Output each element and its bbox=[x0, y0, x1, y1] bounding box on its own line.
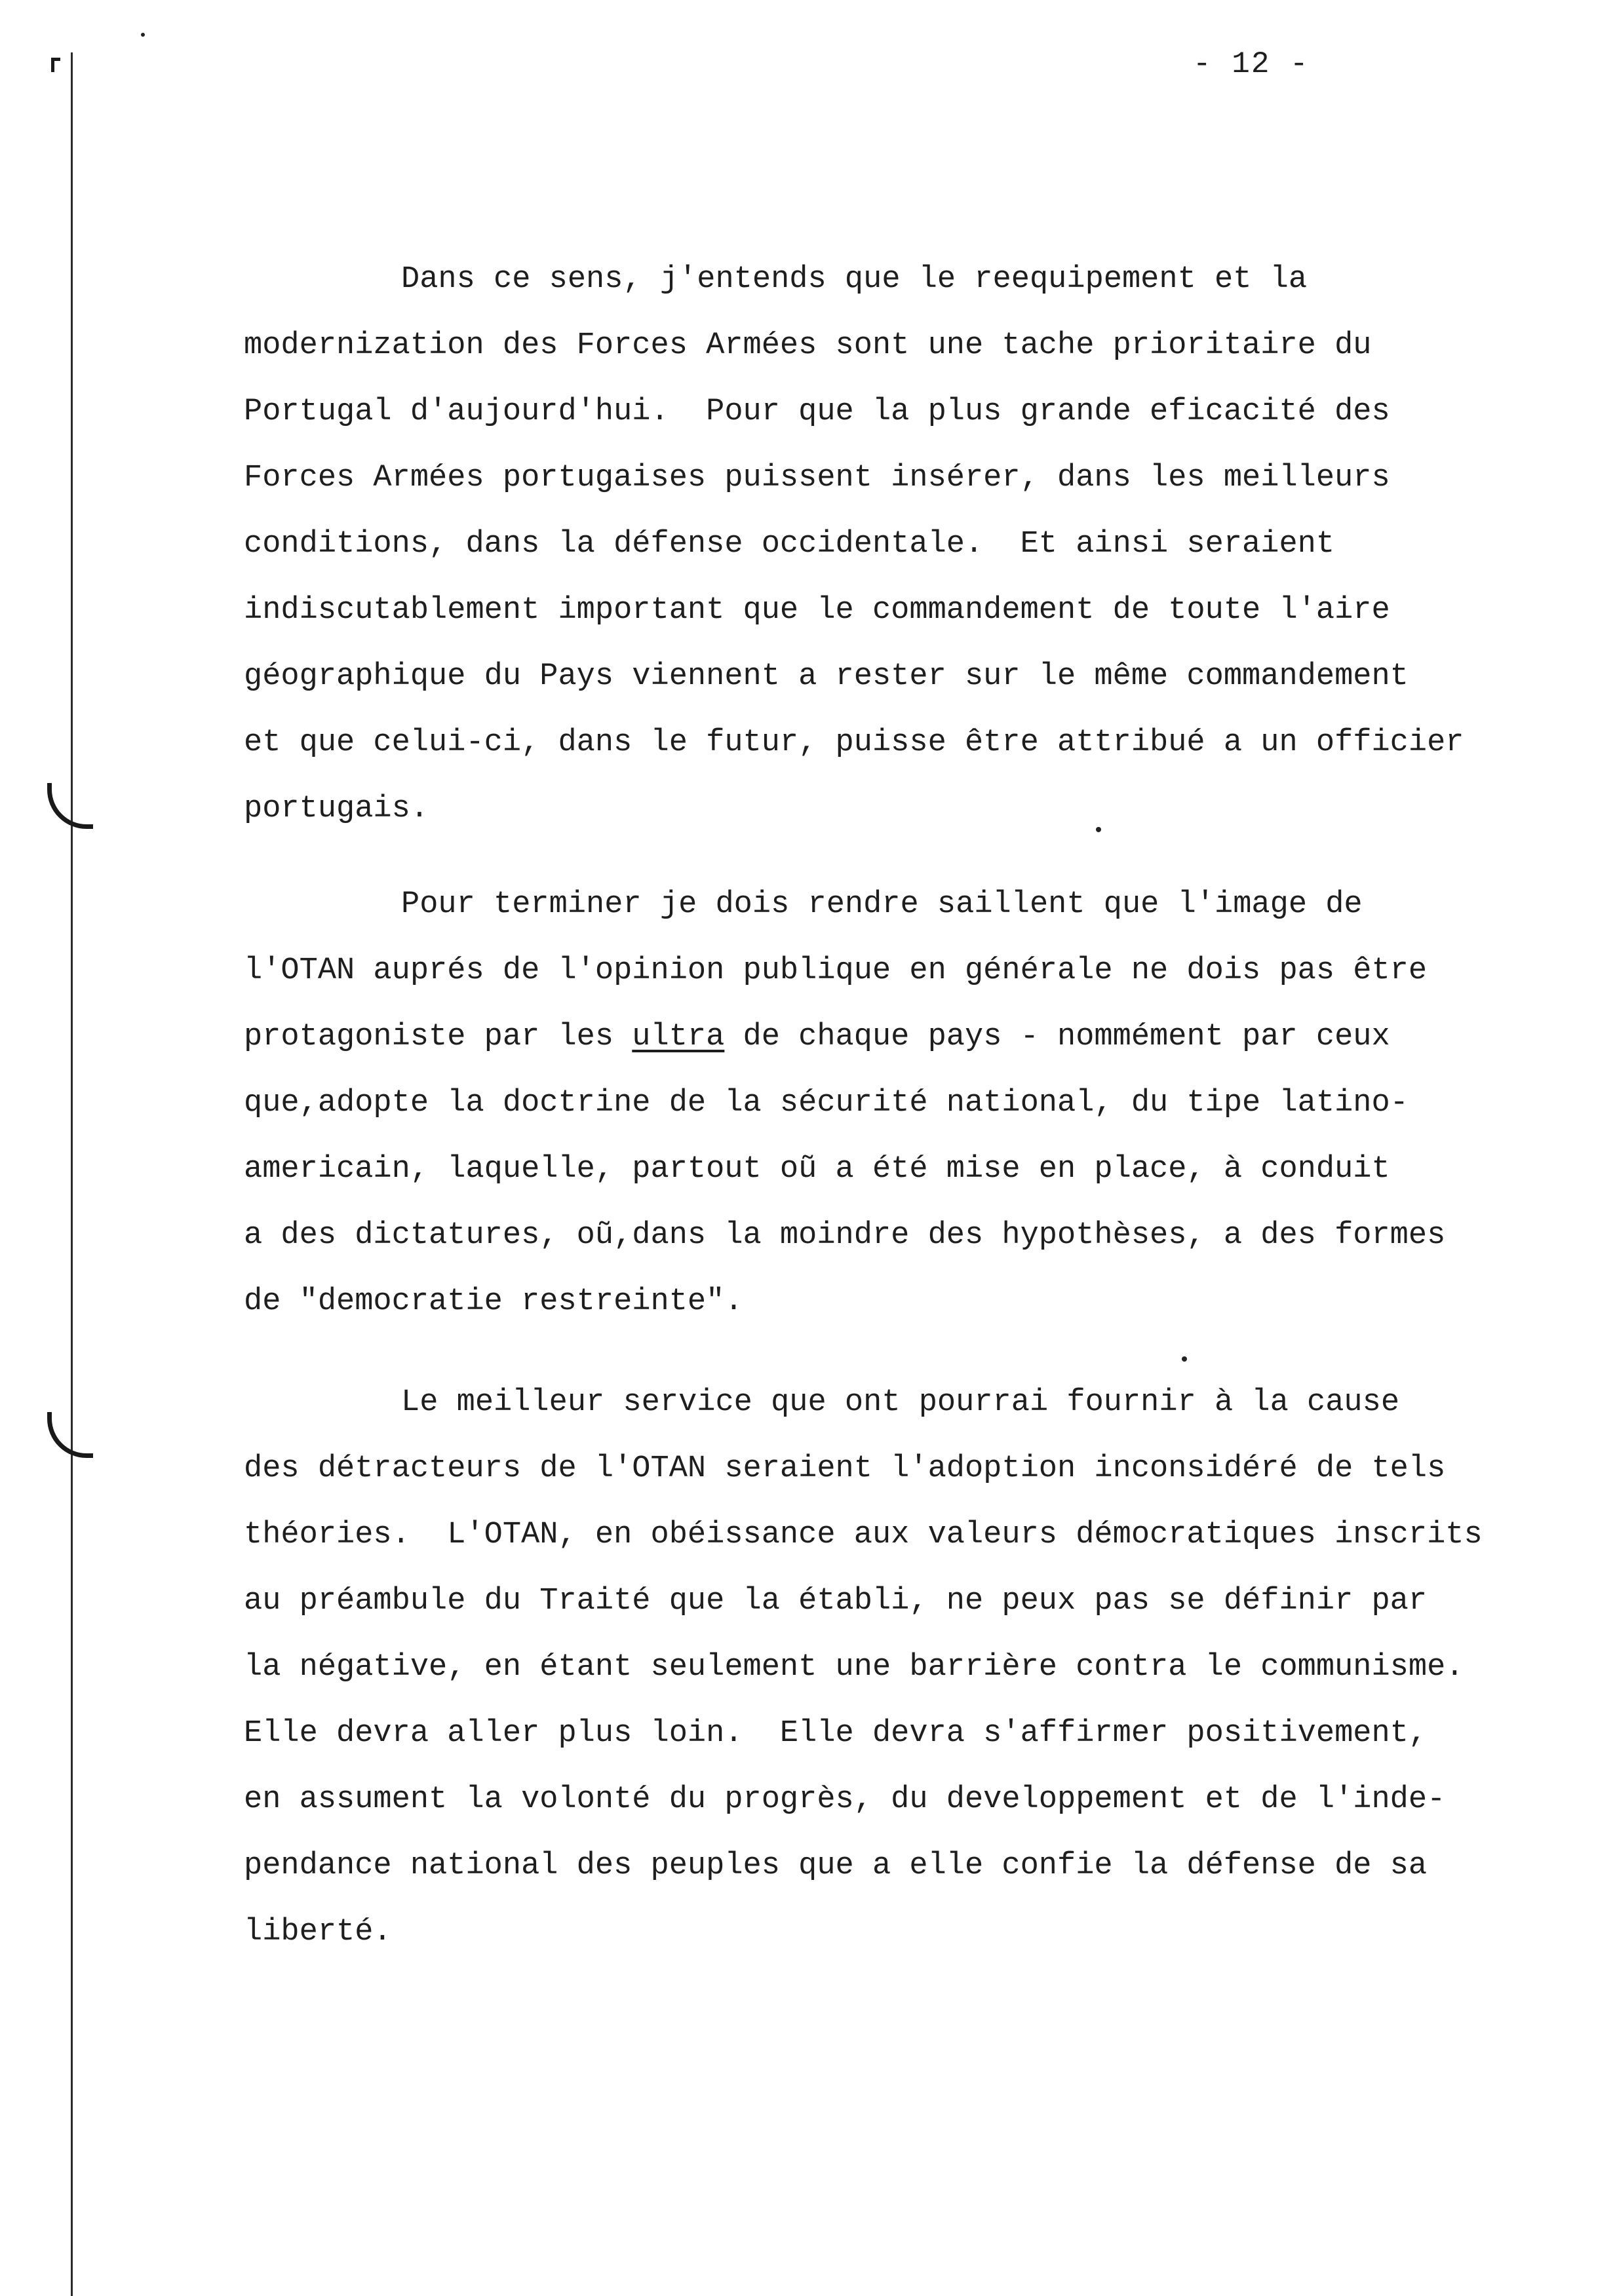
text-line: pendance national des peuples que a elle confie la défense de sa bbox=[244, 1848, 1428, 1883]
text-line: géographique du Pays viennent a rester sur le même commandement bbox=[244, 659, 1409, 694]
text-line: des détracteurs de l'OTAN seraient l'adoption inconsidéré de tels bbox=[244, 1451, 1446, 1486]
binder-ring-mark bbox=[47, 783, 93, 829]
text-line: indiscutablement important que le commandement de toute l'aire bbox=[244, 593, 1390, 628]
text-line: Portugal d'aujourd'hui. Pour que la plus grande eficacité des bbox=[244, 394, 1390, 429]
text-line: et que celui-ci, dans le futur, puisse être attribué a un officier bbox=[244, 725, 1464, 760]
text-line: Forces Armées portugaises puissent insérer, dans les meilleurs bbox=[244, 461, 1390, 495]
text-line: l'OTAN auprés de l'opinion publique en générale ne dois pas être bbox=[244, 953, 1428, 988]
text-line: Elle devra aller plus loin. Elle devra s'affirmer positivement, bbox=[244, 1716, 1428, 1751]
paragraph bbox=[244, 871, 1581, 1335]
text-line: Dans ce sens, j'entends que le reequipement et la bbox=[401, 262, 1308, 297]
text-line: Pour terminer je dois rendre saillent que l'image de bbox=[401, 887, 1363, 922]
paragraph bbox=[244, 246, 1581, 842]
scan-speck bbox=[141, 33, 145, 37]
text-line: en assument la volonté du progrès, du developpement et de l'inde- bbox=[244, 1782, 1446, 1817]
text-line: conditions, dans la défense occidentale. Et ainsi seraient bbox=[244, 527, 1335, 562]
text-segment: de chaque pays - nommément par ceux bbox=[724, 1020, 1390, 1054]
text-segment: protagoniste par les bbox=[244, 1020, 632, 1054]
text-line bbox=[244, 1004, 1581, 1070]
text-line: Le meilleur service que ont pourrai fournir à la cause bbox=[401, 1385, 1400, 1420]
text-line: americain, laquelle, partout oũ a été mise en place, à conduit bbox=[244, 1152, 1390, 1187]
corner-scan-mark bbox=[51, 58, 60, 72]
paragraph bbox=[244, 1369, 1581, 1965]
text-line: a des dictatures, oũ,dans la moindre des hypothèses, a des formes bbox=[244, 1218, 1446, 1253]
text-line: modernization des Forces Armées sont une tache prioritaire du bbox=[244, 328, 1372, 363]
scan-margin-line bbox=[71, 52, 73, 2296]
text-line: au préambule du Traité que la établi, ne peux pas se définir par bbox=[244, 1584, 1428, 1618]
underlined-word: ultra bbox=[632, 1020, 725, 1054]
binder-ring-mark bbox=[47, 1412, 93, 1458]
text-line: la négative, en étant seulement une barrière contra le communisme. bbox=[244, 1650, 1464, 1685]
text-line: que,adopte la doctrine de la sécurité national, du tipe latino- bbox=[244, 1086, 1409, 1120]
scan-speck bbox=[1182, 1356, 1187, 1362]
page-number: - 12 - bbox=[1193, 47, 1310, 81]
text-line: théories. L'OTAN, en obéissance aux valeurs démocratiques inscrits bbox=[244, 1518, 1483, 1552]
text-line: portugais. bbox=[244, 792, 429, 826]
text-line: liberté. bbox=[244, 1915, 392, 1949]
text-line: de "democratie restreinte". bbox=[244, 1284, 743, 1319]
